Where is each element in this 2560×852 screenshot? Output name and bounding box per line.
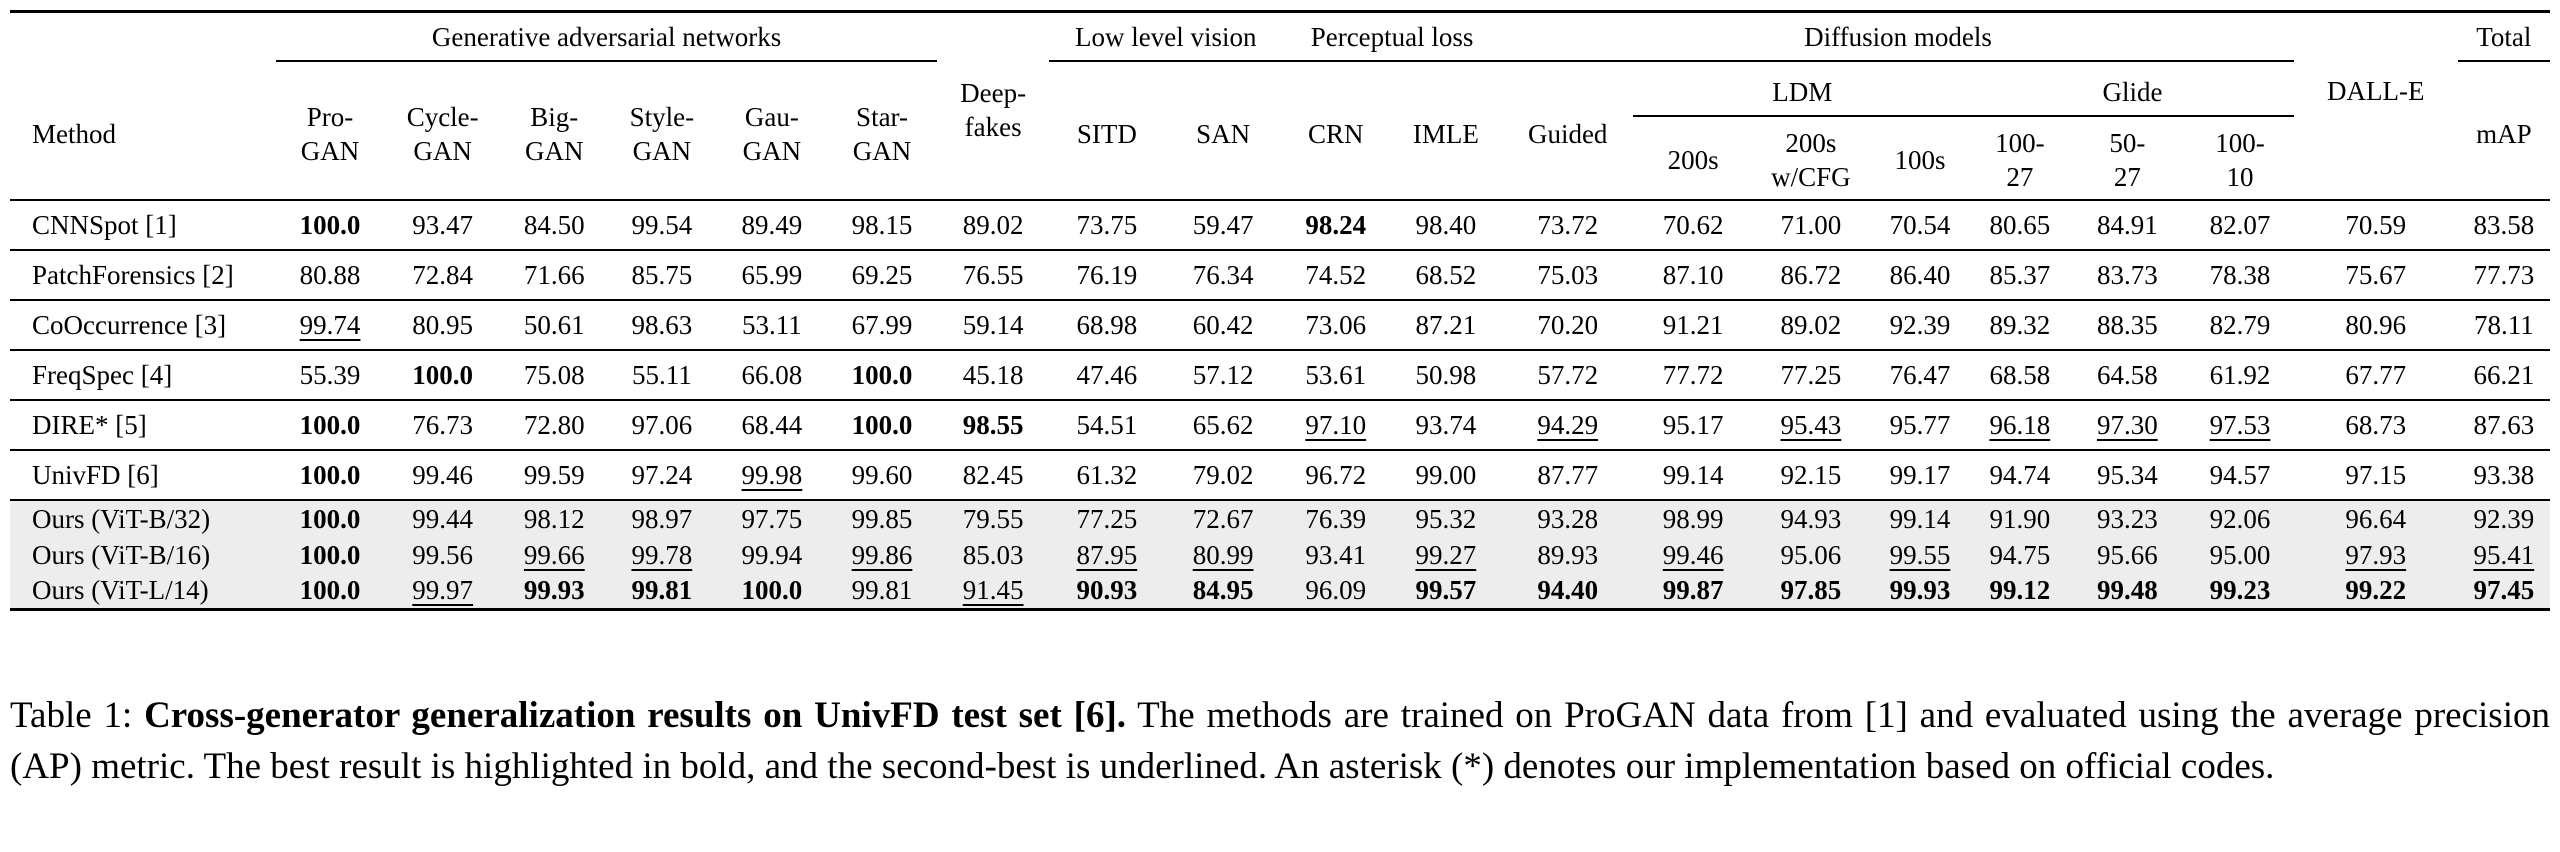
value-cell: 87.77 bbox=[1502, 450, 1633, 500]
method-cell: CNNSpot [1] bbox=[10, 200, 276, 250]
method-cell: PatchForensics [2] bbox=[10, 250, 276, 300]
value-cell: 94.57 bbox=[2186, 450, 2294, 500]
value-cell: 100.0 bbox=[276, 538, 384, 572]
col-header-progan: Pro- GAN bbox=[300, 102, 360, 166]
value-cell: 66.08 bbox=[717, 350, 828, 400]
value-cell: 45.18 bbox=[937, 350, 1050, 400]
value-cell: 82.45 bbox=[937, 450, 1050, 500]
results-table bbox=[10, 10, 2550, 611]
value-cell: 99.93 bbox=[1869, 572, 1971, 610]
table-row bbox=[10, 500, 2550, 538]
value-cell: 87.63 bbox=[2458, 400, 2550, 450]
value-cell: 67.77 bbox=[2294, 350, 2458, 400]
caption-prefix: Table 1: bbox=[10, 695, 145, 736]
value-cell: 70.62 bbox=[1633, 200, 1753, 250]
value-cell: 89.02 bbox=[937, 200, 1050, 250]
value-cell: 80.65 bbox=[1971, 200, 2068, 250]
value-cell: 97.75 bbox=[717, 500, 828, 538]
value-cell: 53.11 bbox=[717, 300, 828, 350]
value-cell: 93.41 bbox=[1282, 538, 1390, 572]
value-cell: 96.18 bbox=[1971, 400, 2068, 450]
value-cell: 68.52 bbox=[1390, 250, 1503, 300]
value-cell: 95.34 bbox=[2068, 450, 2186, 500]
value-cell: 76.34 bbox=[1164, 250, 1282, 300]
method-cell: UnivFD [6] bbox=[10, 450, 276, 500]
header-spacer bbox=[2294, 12, 2458, 70]
value-cell: 99.86 bbox=[827, 538, 937, 572]
table-row bbox=[10, 400, 2550, 450]
col-header-method: Method bbox=[32, 119, 116, 149]
value-cell: 68.98 bbox=[1049, 300, 1164, 350]
value-cell: 65.99 bbox=[717, 250, 828, 300]
value-cell: 91.21 bbox=[1633, 300, 1753, 350]
col-header-glide-50-27: 50- 27 bbox=[2109, 128, 2146, 192]
value-cell: 99.46 bbox=[384, 450, 502, 500]
value-cell: 77.73 bbox=[2458, 250, 2550, 300]
value-cell: 96.72 bbox=[1282, 450, 1390, 500]
value-cell: 99.44 bbox=[384, 500, 502, 538]
value-cell: 92.06 bbox=[2186, 500, 2294, 538]
col-header-san: SAN bbox=[1196, 119, 1251, 149]
value-cell: 86.40 bbox=[1869, 250, 1971, 300]
value-cell: 95.43 bbox=[1753, 400, 1869, 450]
method-cell: Ours (ViT-B/32) bbox=[10, 500, 276, 538]
col-header-glide-100-27: 100- 27 bbox=[1995, 128, 2045, 192]
value-cell: 98.55 bbox=[937, 400, 1050, 450]
value-cell: 99.22 bbox=[2294, 572, 2458, 610]
value-cell: 99.98 bbox=[717, 450, 828, 500]
value-cell: 59.14 bbox=[937, 300, 1050, 350]
table-row bbox=[10, 300, 2550, 350]
value-cell: 99.55 bbox=[1869, 538, 1971, 572]
value-cell: 97.30 bbox=[2068, 400, 2186, 450]
value-cell: 88.35 bbox=[2068, 300, 2186, 350]
value-cell: 72.67 bbox=[1164, 500, 1282, 538]
value-cell: 73.75 bbox=[1049, 200, 1164, 250]
value-cell: 89.93 bbox=[1502, 538, 1633, 572]
value-cell: 99.97 bbox=[384, 572, 502, 610]
value-cell: 85.37 bbox=[1971, 250, 2068, 300]
value-cell: 70.59 bbox=[2294, 200, 2458, 250]
value-cell: 100.0 bbox=[276, 500, 384, 538]
value-cell: 61.92 bbox=[2186, 350, 2294, 400]
value-cell: 65.62 bbox=[1164, 400, 1282, 450]
value-cell: 76.47 bbox=[1869, 350, 1971, 400]
value-cell: 99.85 bbox=[827, 500, 937, 538]
col-header-sitd: SITD bbox=[1076, 119, 1137, 149]
value-cell: 84.91 bbox=[2068, 200, 2186, 250]
value-cell: 95.41 bbox=[2458, 538, 2550, 572]
value-cell: 99.81 bbox=[607, 572, 717, 610]
group-header-total: Total bbox=[2458, 20, 2550, 62]
value-cell: 47.46 bbox=[1049, 350, 1164, 400]
method-cell: Ours (ViT-L/14) bbox=[10, 572, 276, 610]
value-cell: 75.03 bbox=[1502, 250, 1633, 300]
table-row bbox=[10, 250, 2550, 300]
value-cell: 89.02 bbox=[1753, 300, 1869, 350]
value-cell: 97.93 bbox=[2294, 538, 2458, 572]
caption-lead: Cross-generator generalization results on UnivFD test set [6]. bbox=[144, 695, 1127, 736]
value-cell: 100.0 bbox=[827, 400, 937, 450]
table-row bbox=[10, 572, 2550, 610]
group-header-glide: Glide bbox=[1971, 75, 2294, 117]
value-cell: 68.44 bbox=[717, 400, 828, 450]
col-header-crn: CRN bbox=[1307, 119, 1364, 149]
value-cell: 94.40 bbox=[1502, 572, 1633, 610]
value-cell: 55.39 bbox=[276, 350, 384, 400]
value-cell: 79.55 bbox=[937, 500, 1050, 538]
value-cell: 94.93 bbox=[1753, 500, 1869, 538]
value-cell: 68.73 bbox=[2294, 400, 2458, 450]
group-header-gan: Generative adversarial networks bbox=[276, 20, 937, 62]
value-cell: 97.15 bbox=[2294, 450, 2458, 500]
value-cell: 99.17 bbox=[1869, 450, 1971, 500]
value-cell: 98.97 bbox=[607, 500, 717, 538]
col-header-biggan: Big- GAN bbox=[525, 102, 584, 166]
table-caption bbox=[10, 690, 2550, 792]
value-cell: 99.46 bbox=[1633, 538, 1753, 572]
col-header-ldm-200s: 200s bbox=[1667, 145, 1719, 175]
value-cell: 99.27 bbox=[1390, 538, 1503, 572]
value-cell: 72.80 bbox=[502, 400, 607, 450]
value-cell: 97.10 bbox=[1282, 400, 1390, 450]
value-cell: 64.58 bbox=[2068, 350, 2186, 400]
value-cell: 73.72 bbox=[1502, 200, 1633, 250]
value-cell: 54.51 bbox=[1049, 400, 1164, 450]
col-header-imle: IMLE bbox=[1412, 119, 1479, 149]
table-row bbox=[10, 200, 2550, 250]
value-cell: 80.88 bbox=[276, 250, 384, 300]
value-cell: 89.32 bbox=[1971, 300, 2068, 350]
value-cell: 99.14 bbox=[1633, 450, 1753, 500]
group-header-perceptual-loss: Perceptual loss bbox=[1282, 20, 1502, 62]
value-cell: 77.25 bbox=[1753, 350, 1869, 400]
value-cell: 99.74 bbox=[276, 300, 384, 350]
value-cell: 97.53 bbox=[2186, 400, 2294, 450]
value-cell: 79.02 bbox=[1164, 450, 1282, 500]
value-cell: 100.0 bbox=[717, 572, 828, 610]
value-cell: 92.39 bbox=[2458, 500, 2550, 538]
col-header-glide-100-10: 100- 10 bbox=[2215, 128, 2265, 192]
value-cell: 67.99 bbox=[827, 300, 937, 350]
value-cell: 57.72 bbox=[1502, 350, 1633, 400]
value-cell: 96.09 bbox=[1282, 572, 1390, 610]
value-cell: 91.90 bbox=[1971, 500, 2068, 538]
value-cell: 99.12 bbox=[1971, 572, 2068, 610]
value-cell: 80.95 bbox=[384, 300, 502, 350]
value-cell: 86.72 bbox=[1753, 250, 1869, 300]
value-cell: 83.58 bbox=[2458, 200, 2550, 250]
value-cell: 100.0 bbox=[276, 400, 384, 450]
value-cell: 74.52 bbox=[1282, 250, 1390, 300]
col-header-stargan: Star- GAN bbox=[852, 102, 912, 166]
col-header-map: mAP bbox=[2476, 119, 2532, 149]
value-cell: 61.32 bbox=[1049, 450, 1164, 500]
col-header-ldm-200s-cfg: 200s w/CFG bbox=[1771, 128, 1851, 192]
col-header-dalle: DALL-E bbox=[2327, 75, 2425, 106]
method-cell: DIRE* [5] bbox=[10, 400, 276, 450]
value-cell: 77.25 bbox=[1049, 500, 1164, 538]
value-cell: 57.12 bbox=[1164, 350, 1282, 400]
value-cell: 77.72 bbox=[1633, 350, 1753, 400]
value-cell: 70.54 bbox=[1869, 200, 1971, 250]
value-cell: 99.54 bbox=[607, 200, 717, 250]
value-cell: 95.77 bbox=[1869, 400, 1971, 450]
value-cell: 94.74 bbox=[1971, 450, 2068, 500]
col-header-gaugan: Gau- GAN bbox=[742, 102, 802, 166]
value-cell: 83.73 bbox=[2068, 250, 2186, 300]
col-header-stylegan: Style- GAN bbox=[629, 102, 695, 166]
value-cell: 97.45 bbox=[2458, 572, 2550, 610]
value-cell: 99.60 bbox=[827, 450, 937, 500]
value-cell: 97.85 bbox=[1753, 572, 1869, 610]
value-cell: 98.63 bbox=[607, 300, 717, 350]
value-cell: 95.66 bbox=[2068, 538, 2186, 572]
value-cell: 70.20 bbox=[1502, 300, 1633, 350]
value-cell: 99.87 bbox=[1633, 572, 1753, 610]
value-cell: 92.39 bbox=[1869, 300, 1971, 350]
table-row bbox=[10, 450, 2550, 500]
value-cell: 75.67 bbox=[2294, 250, 2458, 300]
value-cell: 84.95 bbox=[1164, 572, 1282, 610]
value-cell: 99.56 bbox=[384, 538, 502, 572]
value-cell: 76.39 bbox=[1282, 500, 1390, 538]
value-cell: 75.08 bbox=[502, 350, 607, 400]
value-cell: 95.17 bbox=[1633, 400, 1753, 450]
value-cell: 99.93 bbox=[502, 572, 607, 610]
value-cell: 99.00 bbox=[1390, 450, 1503, 500]
value-cell: 93.47 bbox=[384, 200, 502, 250]
value-cell: 96.64 bbox=[2294, 500, 2458, 538]
group-header-ldm: LDM bbox=[1633, 75, 1971, 117]
method-cell: FreqSpec [4] bbox=[10, 350, 276, 400]
value-cell: 66.21 bbox=[2458, 350, 2550, 400]
col-header-ldm-100s: 100s bbox=[1894, 145, 1946, 175]
value-cell: 100.0 bbox=[276, 200, 384, 250]
value-cell: 53.61 bbox=[1282, 350, 1390, 400]
value-cell: 72.84 bbox=[384, 250, 502, 300]
value-cell: 69.25 bbox=[827, 250, 937, 300]
table-row bbox=[10, 538, 2550, 572]
value-cell: 94.75 bbox=[1971, 538, 2068, 572]
value-cell: 60.42 bbox=[1164, 300, 1282, 350]
value-cell: 50.61 bbox=[502, 300, 607, 350]
col-header-deepfakes: Deep- fakes bbox=[960, 77, 1027, 142]
value-cell: 99.81 bbox=[827, 572, 937, 610]
value-cell: 82.79 bbox=[2186, 300, 2294, 350]
value-cell: 87.21 bbox=[1390, 300, 1503, 350]
group-header-low-level-vision: Low level vision bbox=[1049, 20, 1281, 62]
value-cell: 92.15 bbox=[1753, 450, 1869, 500]
value-cell: 87.95 bbox=[1049, 538, 1164, 572]
method-cell: CoOccurrence [3] bbox=[10, 300, 276, 350]
value-cell: 99.78 bbox=[607, 538, 717, 572]
value-cell: 78.38 bbox=[2186, 250, 2294, 300]
value-cell: 99.23 bbox=[2186, 572, 2294, 610]
table-body bbox=[10, 200, 2550, 610]
value-cell: 85.03 bbox=[937, 538, 1050, 572]
value-cell: 68.58 bbox=[1971, 350, 2068, 400]
value-cell: 99.57 bbox=[1390, 572, 1503, 610]
value-cell: 99.48 bbox=[2068, 572, 2186, 610]
value-cell: 99.94 bbox=[717, 538, 828, 572]
value-cell: 87.10 bbox=[1633, 250, 1753, 300]
value-cell: 80.96 bbox=[2294, 300, 2458, 350]
value-cell: 98.15 bbox=[827, 200, 937, 250]
value-cell: 99.14 bbox=[1869, 500, 1971, 538]
col-header-guided: Guided bbox=[1527, 119, 1608, 149]
value-cell: 98.12 bbox=[502, 500, 607, 538]
value-cell: 93.38 bbox=[2458, 450, 2550, 500]
value-cell: 98.40 bbox=[1390, 200, 1503, 250]
value-cell: 55.11 bbox=[607, 350, 717, 400]
value-cell: 50.98 bbox=[1390, 350, 1503, 400]
value-cell: 99.59 bbox=[502, 450, 607, 500]
value-cell: 93.28 bbox=[1502, 500, 1633, 538]
value-cell: 99.66 bbox=[502, 538, 607, 572]
value-cell: 95.06 bbox=[1753, 538, 1869, 572]
value-cell: 100.0 bbox=[384, 350, 502, 400]
value-cell: 76.19 bbox=[1049, 250, 1164, 300]
value-cell: 91.45 bbox=[937, 572, 1050, 610]
value-cell: 85.75 bbox=[607, 250, 717, 300]
value-cell: 80.99 bbox=[1164, 538, 1282, 572]
col-header-cyclegan: Cycle- GAN bbox=[406, 102, 479, 166]
value-cell: 76.73 bbox=[384, 400, 502, 450]
group-header-diffusion-models: Diffusion models bbox=[1502, 20, 2294, 62]
value-cell: 90.93 bbox=[1049, 572, 1164, 610]
value-cell: 95.00 bbox=[2186, 538, 2294, 572]
value-cell: 71.00 bbox=[1753, 200, 1869, 250]
value-cell: 73.06 bbox=[1282, 300, 1390, 350]
value-cell: 100.0 bbox=[276, 572, 384, 610]
value-cell: 82.07 bbox=[2186, 200, 2294, 250]
header-spacer bbox=[10, 12, 276, 70]
caption-body: The methods are trained on ProGAN data from [1] and evaluated using the average precision (AP) metric. The best result is highlighted in bold, and the second-best is underlined. An asterisk (*) denotes our implementation based on official codes. bbox=[10, 695, 2550, 787]
value-cell: 100.0 bbox=[276, 450, 384, 500]
table-row bbox=[10, 350, 2550, 400]
value-cell: 89.49 bbox=[717, 200, 828, 250]
value-cell: 97.06 bbox=[607, 400, 717, 450]
value-cell: 76.55 bbox=[937, 250, 1050, 300]
value-cell: 59.47 bbox=[1164, 200, 1282, 250]
value-cell: 84.50 bbox=[502, 200, 607, 250]
method-cell: Ours (ViT-B/16) bbox=[10, 538, 276, 572]
value-cell: 95.32 bbox=[1390, 500, 1503, 538]
value-cell: 98.24 bbox=[1282, 200, 1390, 250]
header-spacer bbox=[937, 12, 1050, 70]
value-cell: 97.24 bbox=[607, 450, 717, 500]
value-cell: 93.74 bbox=[1390, 400, 1503, 450]
value-cell: 94.29 bbox=[1502, 400, 1633, 450]
value-cell: 98.99 bbox=[1633, 500, 1753, 538]
value-cell: 78.11 bbox=[2458, 300, 2550, 350]
value-cell: 100.0 bbox=[827, 350, 937, 400]
value-cell: 93.23 bbox=[2068, 500, 2186, 538]
value-cell: 71.66 bbox=[502, 250, 607, 300]
